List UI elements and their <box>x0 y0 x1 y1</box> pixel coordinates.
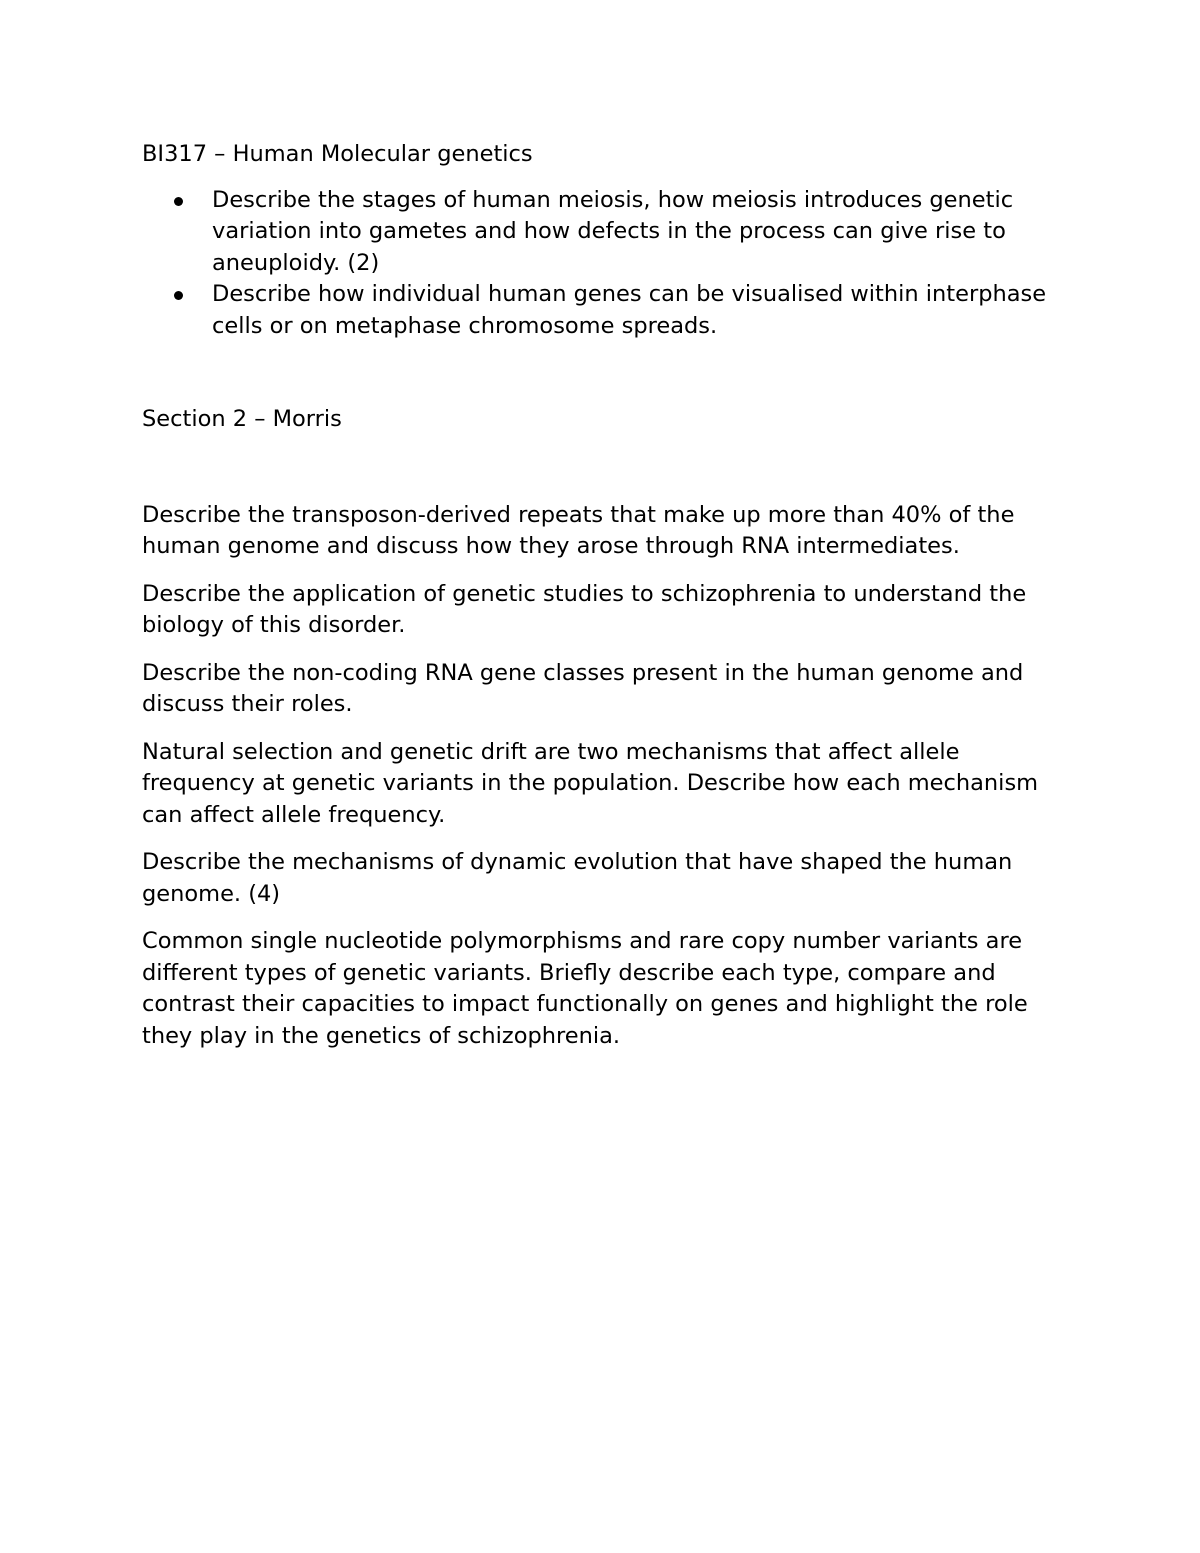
bullet-dot-icon <box>174 291 183 300</box>
question-paragraph: Common single nucleotide polymorphisms and rare copy number variants are different types of genetic variants. Briefly describe each type, compare and contrast their capacities to impact functionally on genes and highlight the role they play in the genetics of schizophrenia. <box>142 928 1028 1049</box>
bullet-list <box>142 185 1072 343</box>
bullet-dot-icon <box>174 197 183 206</box>
question-paragraph: Describe the application of genetic studies to schizophrenia to understand the biology of this disorder. <box>142 580 1027 638</box>
section-heading: Section 2 – Morris <box>142 406 342 432</box>
bullet-text: Describe the stages of human meiosis, how meiosis introduces genetic variation into gametes and how defects in the process can give rise to aneuploidy. (2) <box>212 186 1014 276</box>
question-paragraph: Natural selection and genetic drift are two mechanisms that affect allele frequency at genetic variants in the population. Describe how each mechanism can affect allele frequency. <box>142 738 1039 828</box>
document-title: BI317 – Human Molecular genetics <box>142 141 533 167</box>
document-body <box>142 139 1072 1068</box>
bullet-item <box>142 279 1072 342</box>
question-list <box>142 500 1072 1053</box>
bullet-text: Describe how individual human genes can be visualised within interphase cells or on metaphase chromosome spreads. <box>212 281 1047 339</box>
bullet-item <box>142 185 1072 280</box>
question-paragraph: Describe the transposon-derived repeats that make up more than 40% of the human genome and discuss how they arose through RNA intermediates. <box>142 501 1015 559</box>
question-paragraph: Describe the non-coding RNA gene classes present in the human genome and discuss their roles. <box>142 659 1024 717</box>
question-paragraph: Describe the mechanisms of dynamic evolution that have shaped the human genome. (4) <box>142 849 1013 907</box>
